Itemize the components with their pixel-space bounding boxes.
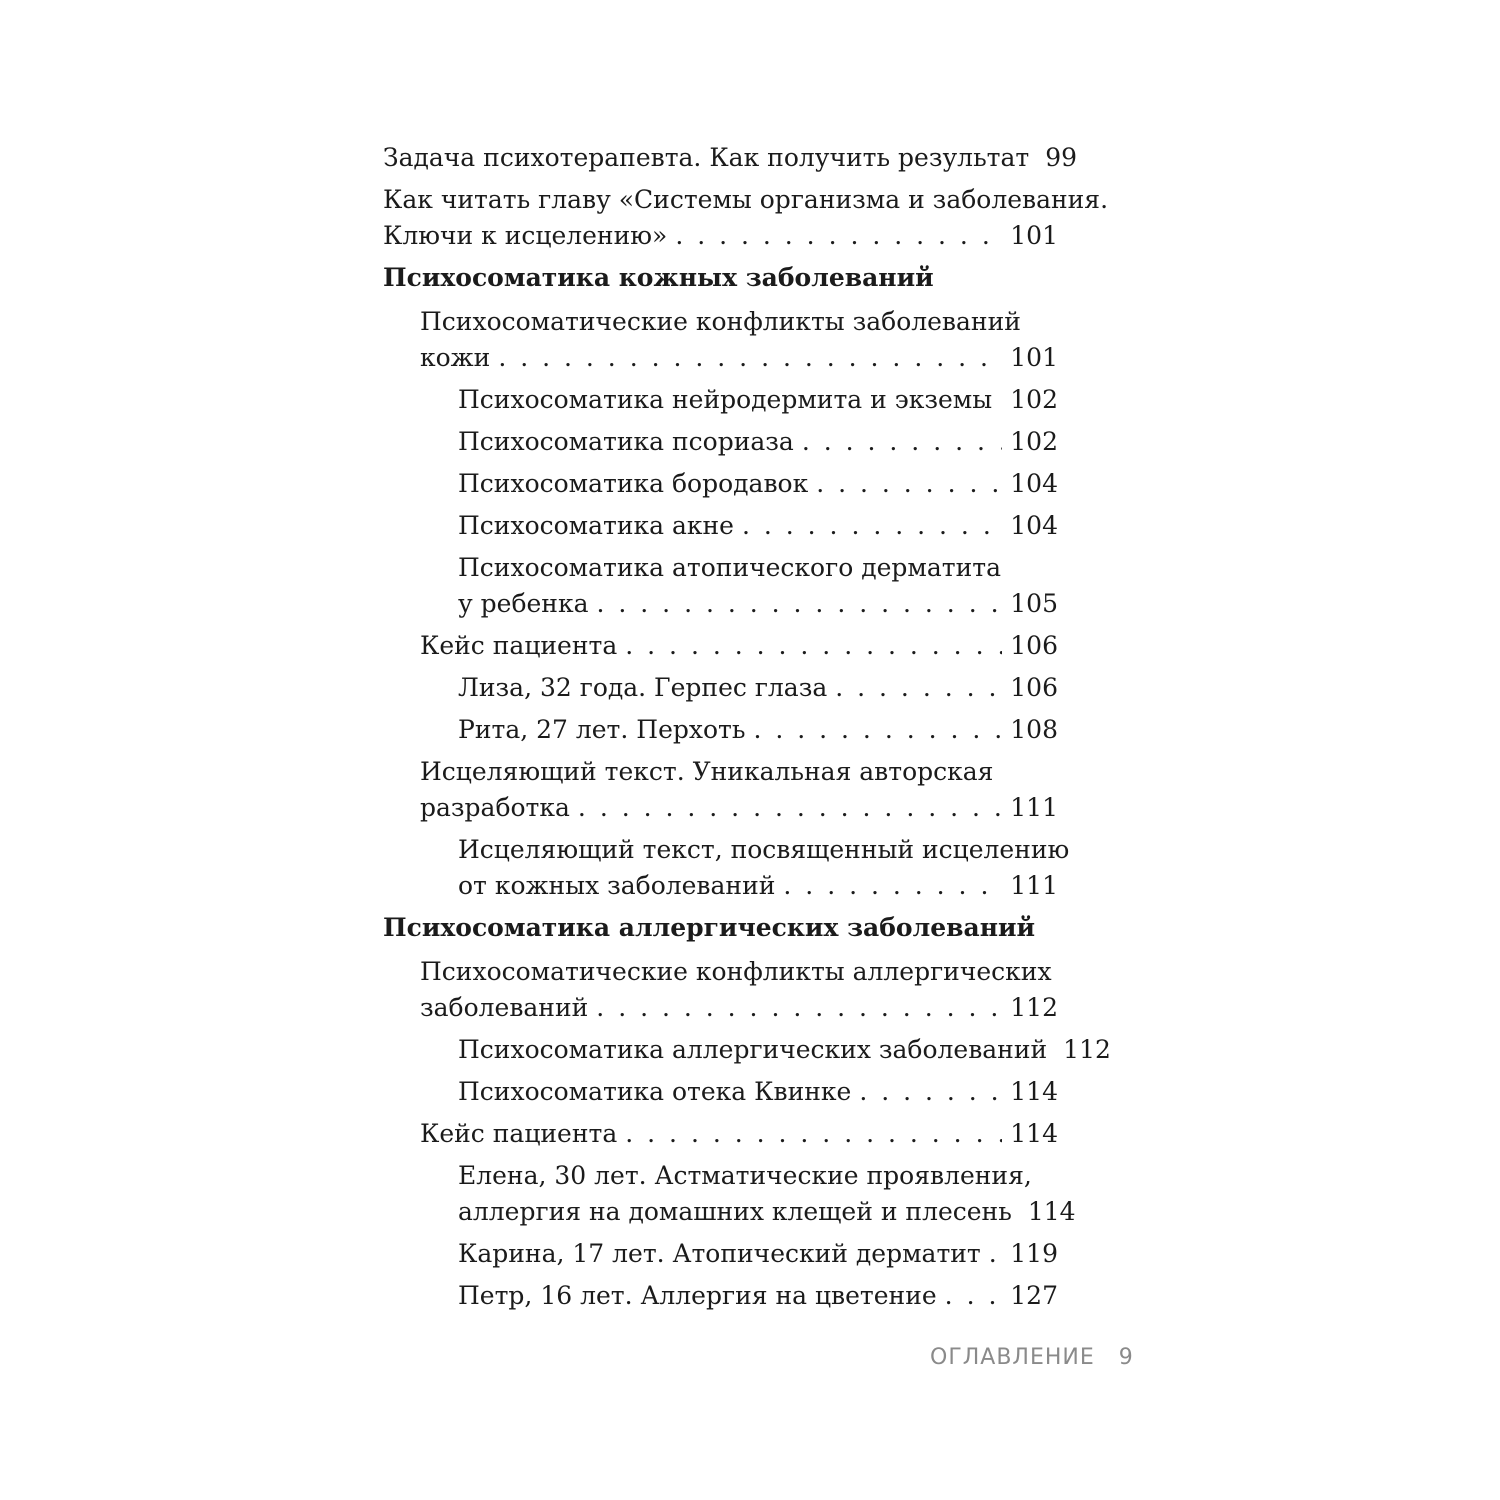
toc-page-number: 102: [1010, 385, 1058, 414]
dot-leader: [989, 1236, 1003, 1272]
toc-entry[interactable]: [383, 954, 1058, 1026]
toc-entry[interactable]: [383, 628, 1058, 664]
dot-leader: [783, 868, 1002, 904]
toc-page-number: 106: [1010, 631, 1058, 660]
dot-leader: [835, 670, 1002, 706]
toc-entry[interactable]: [383, 1074, 1058, 1110]
dot-leader: [816, 466, 1002, 502]
toc-page-number: 102: [1010, 427, 1058, 456]
toc-entry-title: заболеваний: [420, 993, 589, 1022]
toc-entry[interactable]: [383, 712, 1058, 748]
toc-entry-title: аллергия на домашних клещей и плесень: [458, 1197, 1012, 1226]
toc-entry-title: Психосоматика кожных заболеваний: [383, 263, 934, 292]
toc-page-number: 106: [1010, 673, 1058, 702]
toc-page-number: 114: [1010, 1077, 1058, 1106]
toc-entry-title: Кейс пациента: [420, 1119, 618, 1148]
dot-leader: [597, 586, 1003, 622]
footer-section-label: ОГЛАВЛЕНИЕ: [930, 1345, 1095, 1370]
toc-page-number: 99: [1045, 143, 1078, 172]
toc-page-number: 119: [1010, 1239, 1058, 1268]
toc-entry-title: кожи: [420, 343, 491, 372]
dot-leader: [498, 340, 1002, 376]
toc-entry[interactable]: [383, 424, 1058, 460]
toc-section-heading[interactable]: [383, 910, 1058, 946]
toc-entry-title: Психосоматика аллергических заболеваний: [383, 913, 1036, 942]
toc-entry-title: Лиза, 32 года. Герпес глаза: [458, 673, 828, 702]
toc-page-number: 104: [1010, 469, 1058, 498]
dot-leader: [753, 712, 1002, 748]
toc-page-number: 101: [1010, 343, 1058, 372]
toc-entry[interactable]: [383, 1158, 1076, 1230]
toc-entry[interactable]: [383, 140, 1078, 176]
dot-leader: [945, 1278, 1003, 1314]
toc-entry[interactable]: [383, 1278, 1058, 1314]
toc-entry-title: Ключи к исцелению»: [383, 221, 668, 250]
toc-page-number: 127: [1010, 1281, 1058, 1310]
toc-entry[interactable]: [383, 466, 1058, 502]
dot-leader: [1000, 382, 1002, 418]
toc-entry-title: от кожных заболеваний: [458, 871, 776, 900]
toc-page-number: 112: [1010, 993, 1058, 1022]
toc-entry[interactable]: [383, 1032, 1111, 1068]
toc-entry[interactable]: [383, 1236, 1058, 1272]
toc-entry-title-line1: Психосоматические конфликты заболеваний: [420, 307, 1021, 336]
toc-entry[interactable]: [383, 1116, 1058, 1152]
toc-entry-title: Карина, 17 лет. Атопический дерматит: [458, 1239, 981, 1268]
toc-entry-title-line1: Как читать главу «Системы организма и заболевания.: [383, 185, 1109, 214]
toc-entry[interactable]: [383, 382, 1058, 418]
footer-page-number: 9: [1118, 1345, 1134, 1370]
toc-entry-title: Психосоматика бородавок: [458, 469, 809, 498]
running-footer: [930, 1345, 1134, 1370]
toc-entry[interactable]: [383, 670, 1058, 706]
toc-page-number: 104: [1010, 511, 1058, 540]
toc-section-heading[interactable]: [383, 260, 1058, 296]
dot-leader: [596, 990, 1002, 1026]
toc-entry-title-line1: Психосоматические конфликты аллергических: [420, 957, 1052, 986]
toc-entry[interactable]: [383, 182, 1109, 254]
toc-entry-title: у ребенка: [458, 589, 589, 618]
dot-leader: [625, 628, 1002, 664]
toc-page-number: 111: [1010, 871, 1058, 900]
dot-leader: [675, 218, 1002, 254]
toc-entry-title: Психосоматика нейродермита и экземы: [458, 385, 993, 414]
toc-entry-title: Психосоматика аллергических заболеваний: [458, 1035, 1048, 1064]
toc-entry-title: Рита, 27 лет. Перхоть: [458, 715, 746, 744]
toc-entry[interactable]: [383, 754, 1058, 826]
dot-leader: [742, 508, 1002, 544]
toc-entry-title: Кейс пациента: [420, 631, 618, 660]
toc-entry[interactable]: [383, 550, 1058, 622]
toc-page-number: 114: [1027, 1197, 1076, 1226]
toc-entry-title: Задача психотерапевта. Как получить результат: [383, 143, 1030, 172]
toc-entry-title-line1: Исцеляющий текст, посвященный исцелению: [458, 835, 1070, 864]
table-of-contents: [383, 140, 1111, 1320]
dot-leader: [859, 1074, 1002, 1110]
toc-entry[interactable]: [383, 304, 1058, 376]
dot-leader: [578, 790, 1002, 826]
toc-page-number: 108: [1010, 715, 1058, 744]
toc-entry-title: Петр, 16 лет. Аллергия на цветение: [458, 1281, 937, 1310]
toc-entry[interactable]: [383, 508, 1058, 544]
toc-entry-title: разработка: [420, 793, 570, 822]
toc-page-number: 114: [1010, 1119, 1058, 1148]
toc-page-number: 105: [1010, 589, 1058, 618]
toc-entry-title-line1: Исцеляющий текст. Уникальная авторская: [420, 757, 994, 786]
toc-page-number: 101: [1010, 221, 1058, 250]
toc-entry-title: Психосоматика отека Квинке: [458, 1077, 852, 1106]
dot-leader: [625, 1116, 1002, 1152]
toc-page-number: 111: [1010, 793, 1058, 822]
dot-leader: [802, 424, 1002, 460]
toc-entry-title: Психосоматика псориаза: [458, 427, 794, 456]
toc-page-number: 112: [1063, 1035, 1111, 1064]
toc-entry-title-line1: Психосоматика атопического дерматита: [458, 553, 1001, 582]
toc-entry-title-line1: Елена, 30 лет. Астматические проявления,: [458, 1161, 1032, 1190]
toc-entry-title: Психосоматика акне: [458, 511, 734, 540]
toc-entry[interactable]: [383, 832, 1070, 904]
